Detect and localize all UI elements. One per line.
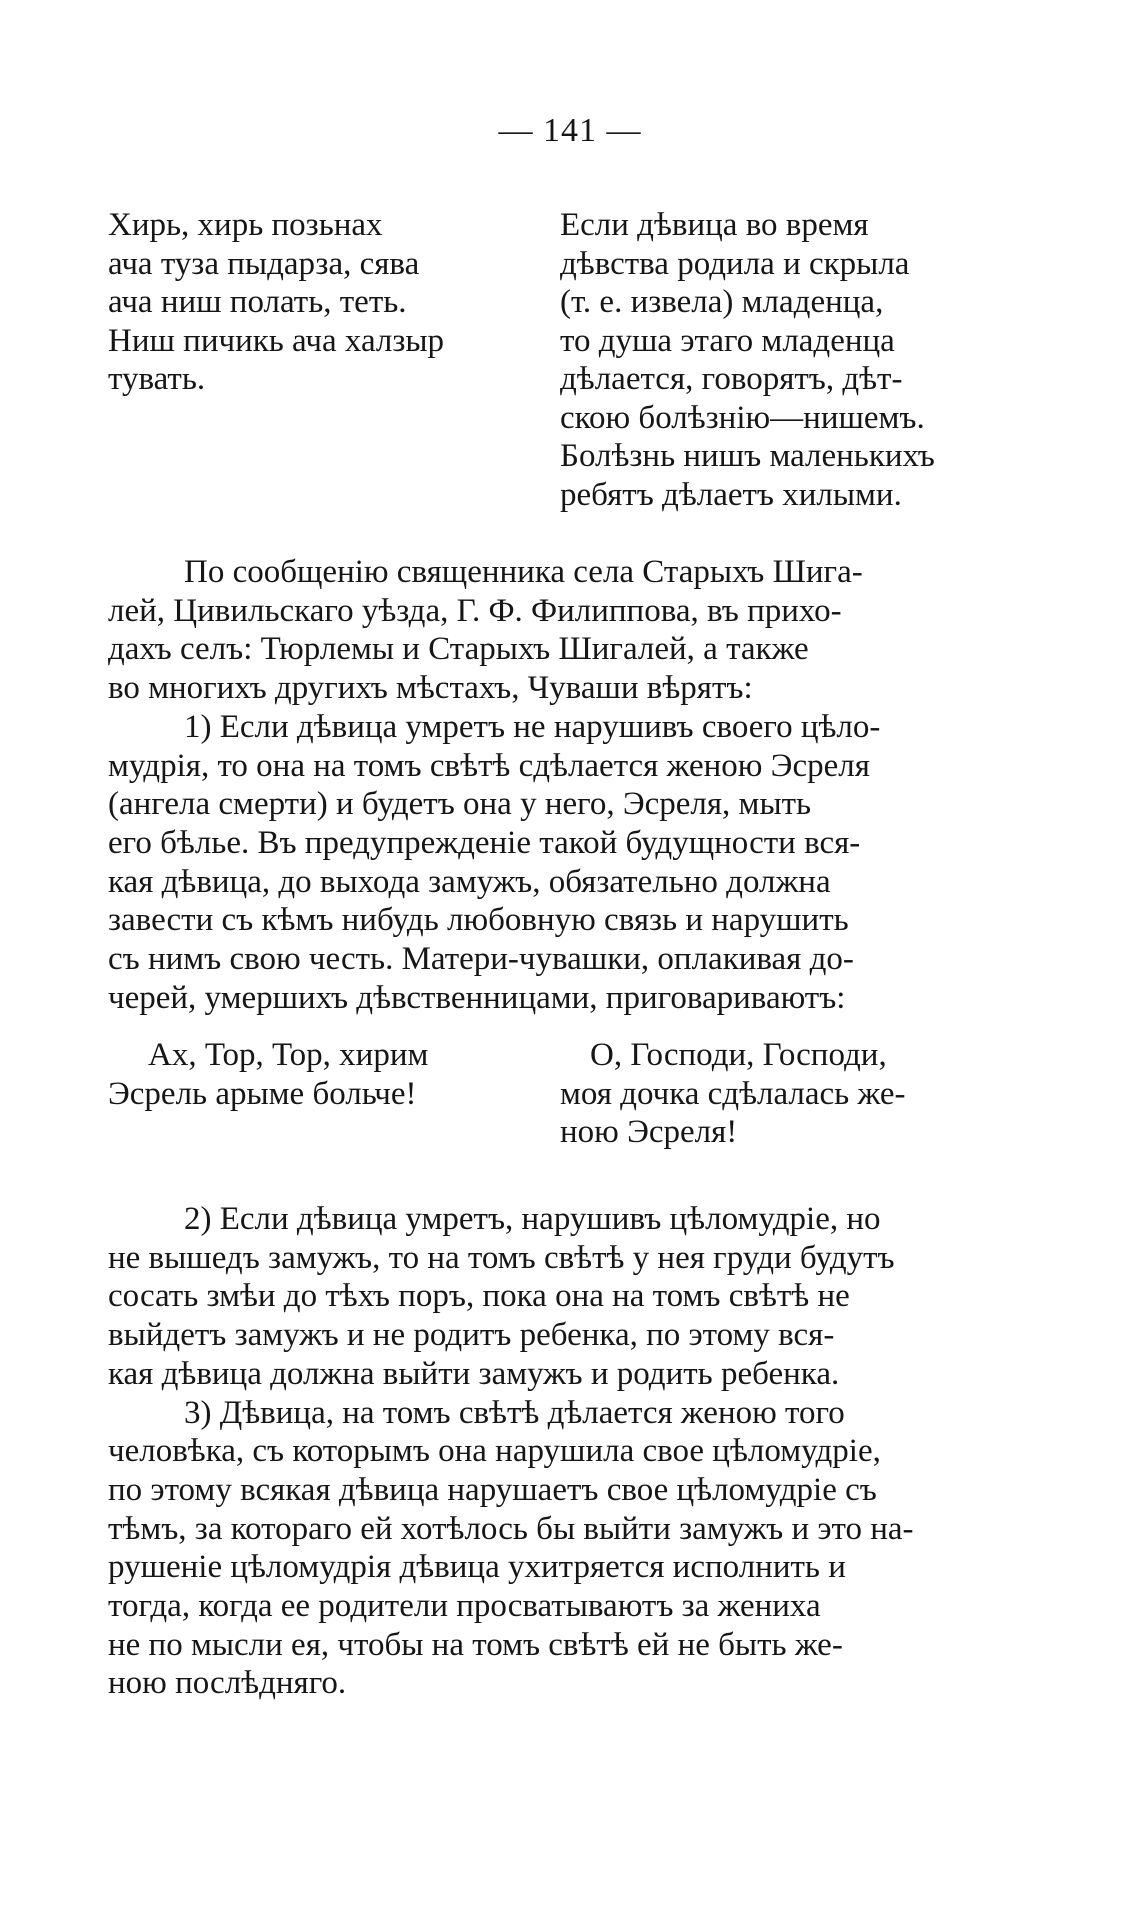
- text-line: сосать змѣи до тѣхъ поръ, пока она на томъ свѣтѣ не: [108, 1278, 850, 1315]
- verse-line: ача туза пыдарза, сява: [108, 245, 420, 282]
- verse-line: (т. е. извела) младенца,: [560, 284, 884, 320]
- verse2-russian: [560, 1036, 970, 1152]
- verse-line: то душа этаго младенца: [560, 322, 895, 359]
- paragraph-2: [108, 1200, 968, 1703]
- verse-line: Ниш пичикь ача халзыр: [108, 322, 445, 359]
- verse-line: Хирь, хирь позьнах: [108, 207, 383, 243]
- verse1-chuvash: [108, 206, 498, 399]
- text-line: кая дѣвица, до выхода замужъ, обязательно должна: [108, 863, 831, 900]
- text-line: мудрія, то она на томъ свѣтѣ сдѣлается женою Эсреля: [108, 747, 870, 784]
- text-line: завести съ кѣмъ нибудь любовную связь и нарушить: [108, 902, 849, 939]
- text-line: тѣмъ, за котораго ей хотѣлось бы выйти замужъ и это на-: [108, 1510, 914, 1547]
- verse-line: О, Господи, Господи,: [590, 1037, 887, 1073]
- verse-line: Болѣзнь нишъ маленькихъ: [560, 438, 935, 474]
- text-line: кая дѣвица должна выйти замужъ и родить ребенка.: [108, 1355, 840, 1392]
- text-line: 3) Дѣвица, на томъ свѣтѣ дѣлается женою того: [184, 1394, 845, 1431]
- verse1-russian: [560, 206, 970, 514]
- text-line: По сообщенію священника села Старыхъ Шига-: [184, 554, 863, 590]
- text-line: съ нимъ свою честь. Матери-чувашки, оплакивая до-: [108, 941, 854, 978]
- verse-line: моя дочка сдѣлалась же-: [560, 1075, 906, 1112]
- verse-line: ача ниш полать, теть.: [108, 284, 407, 320]
- text-line: не вышедъ замужъ, то на томъ свѣтѣ у нея груди будутъ: [108, 1239, 895, 1276]
- verse-line: Ах, Тор, Тор, хирим: [148, 1037, 429, 1073]
- verse-line: тувать.: [108, 361, 206, 397]
- text-line: лей, Цивильскаго уѣзда, Г. Ф. Филиппова, въ прихо-: [108, 592, 842, 629]
- verse-line: Если дѣвица во время: [560, 207, 869, 243]
- text-line: тогда, когда ее родители просватываютъ за жениха: [108, 1588, 821, 1625]
- text-line: рушеніе цѣломудрія дѣвица ухитряется исполнить и: [108, 1549, 846, 1586]
- paragraph-1: [108, 553, 968, 1017]
- text-line: дахъ селъ: Тюрлемы и Старыхъ Шигалей, а также: [108, 631, 809, 668]
- verse-line: ною Эсреля!: [560, 1114, 738, 1150]
- text-line: 2) Если дѣвица умретъ, нарушивъ цѣломудріе, но: [184, 1201, 881, 1237]
- verse-line: дѣвства родила и скрыла: [560, 245, 910, 282]
- text-line: выйдетъ замужъ и не родитъ ребенка, по этому вся-: [108, 1317, 835, 1354]
- text-line: 1) Если дѣвица умретъ не нарушивъ своего цѣло-: [184, 708, 881, 745]
- text-line: не по мысли ея, чтобы на томъ свѣтѣ ей не быть же-: [108, 1626, 843, 1663]
- text-line: (ангела смерти) и будетъ она у него, Эсреля, мыть: [108, 786, 812, 823]
- verse-line: Эсрель арыме больче!: [108, 1075, 417, 1112]
- verse-line: скою болѣзнію—нишемъ.: [560, 399, 925, 436]
- text-line: человѣка, съ которымъ она нарушила свое цѣломудріе,: [108, 1433, 881, 1470]
- text-line: ною послѣдняго.: [108, 1665, 347, 1702]
- text-line: во многихъ другихъ мѣстахъ, Чуваши вѣрятъ:: [108, 670, 753, 707]
- verse-line: дѣлается, говорятъ, дѣт-: [560, 361, 903, 397]
- page-number: — 141 —: [498, 112, 642, 149]
- text-line: черей, умершихъ дѣвственницами, приговариваютъ:: [108, 979, 846, 1016]
- text-line: по этому всякая дѣвица нарушаетъ свое цѣломудріе съ: [108, 1471, 877, 1508]
- verse-line: ребятъ дѣлаетъ хилыми.: [560, 476, 902, 513]
- verse2-chuvash: [108, 1036, 508, 1113]
- text-line: его бѣлье. Въ предупрежденіе такой будущности вся-: [108, 824, 861, 861]
